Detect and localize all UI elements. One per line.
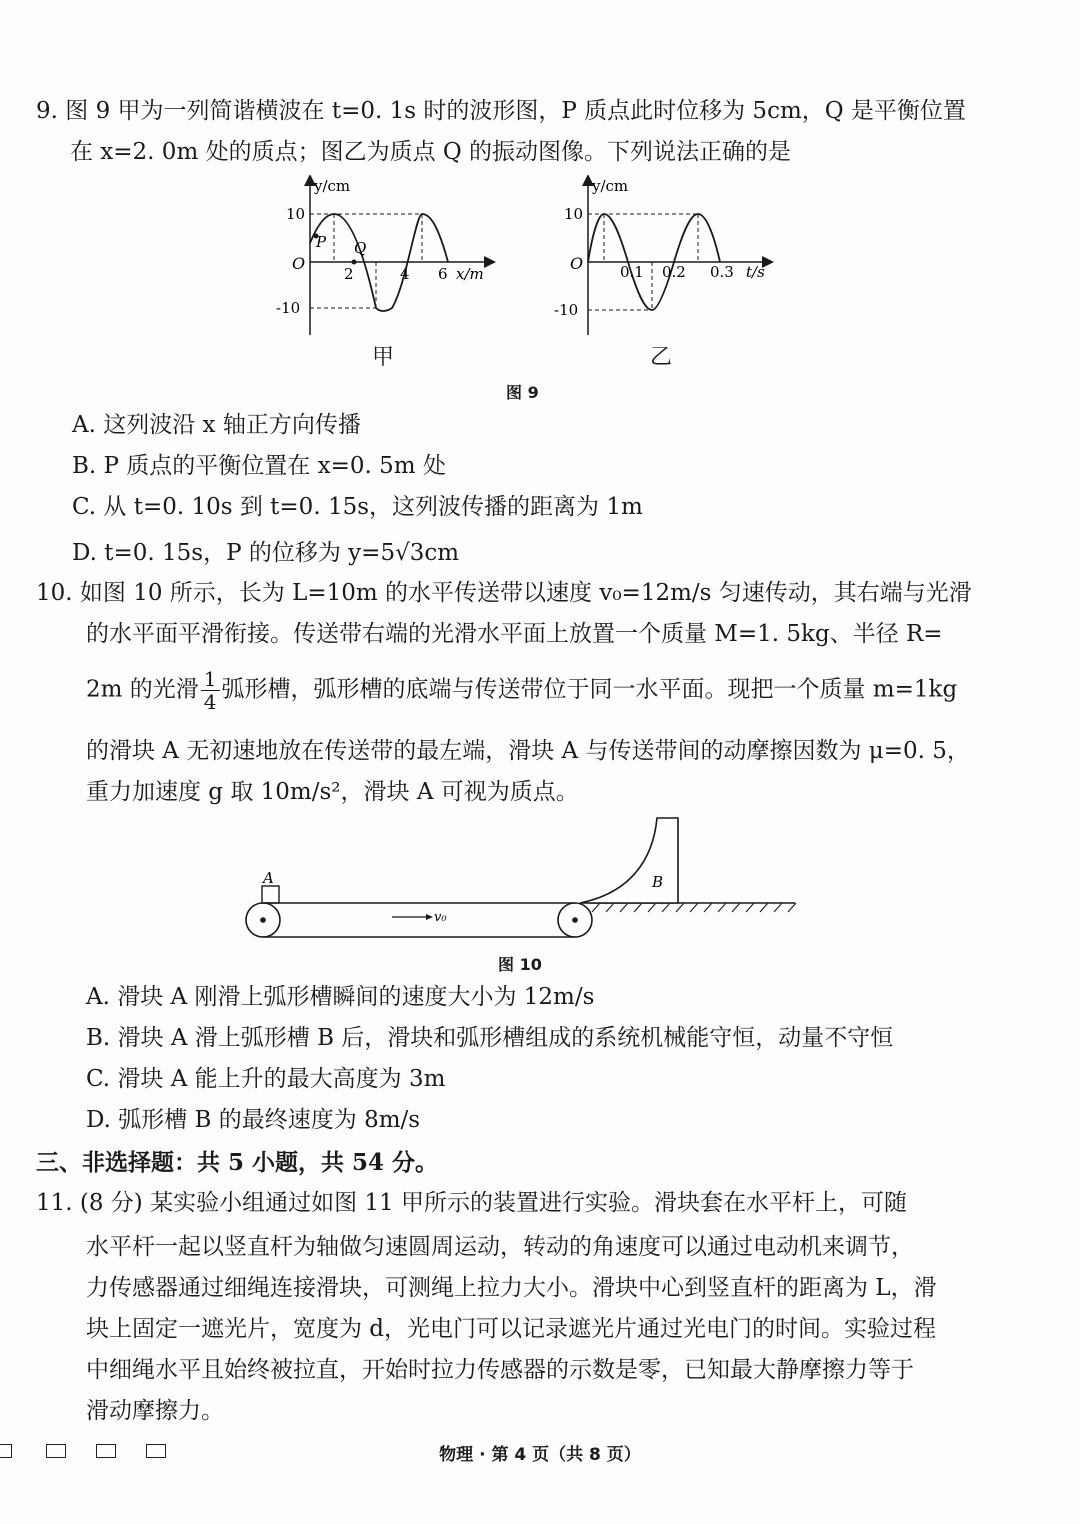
figure-9-caption: 图 9 [506, 383, 539, 402]
q11-line4: 块上固定一遮光片，宽度为 d，光电门可以记录遮光片通过光电门的时间。实验过程 [86, 1316, 937, 1342]
q10-stem-line1: 10. 如图 10 所示，长为 L=10m 的水平传送带以速度 v₀=12m/s 匀速传动，其右端与光滑 [36, 580, 972, 606]
q9-option-b: B. P 质点的平衡位置在 x=0. 5m 处 [72, 453, 446, 479]
q9-stem-line1: 9. 图 9 甲为一列简谐横波在 t=0. 1s 时的波形图，P 质点此时位移为 5cm，Q 是平衡位置 [36, 98, 966, 124]
conveyor-figure [240, 815, 810, 945]
q10-stem-line2: 的水平面平滑衔接。传送带右端的光滑水平面上放置一个质量 M=1. 5kg、半径 R= [86, 621, 943, 647]
figure-10-caption: 图 10 [498, 955, 542, 974]
block-a [262, 886, 279, 903]
wave-graph-a [270, 175, 500, 345]
section-3-heading: 三、非选择题：共 5 小题，共 54 分。 [36, 1149, 439, 1176]
q10-stem-line4: 的滑块 A 无初速地放在传送带的最左端，滑块 A 与传送带间的动摩擦因数为 μ=0. 5， [86, 738, 970, 764]
ylabel-b: y/cm [592, 177, 629, 195]
ytick-neg10-a: -10 [276, 299, 301, 317]
q9-stem-line2: 在 x=2. 0m 处的质点；图乙为质点 Q 的振动图像。下列说法正确的是 [70, 139, 792, 165]
q10-option-c: C. 滑块 A 能上升的最大高度为 3m [86, 1066, 446, 1092]
xlabel-a: x/m [456, 265, 484, 283]
q10-stem-line5: 重力加速度 g 取 10m/s²，滑块 A 可视为质点。 [86, 779, 579, 805]
graph-a-sublabel: 甲 [372, 345, 395, 370]
label-a: A [263, 869, 274, 887]
ytick-10-a: 10 [286, 205, 306, 223]
xlabel-b: t/s [746, 263, 765, 281]
label-v0: v₀ [434, 910, 447, 925]
q10-line3-post: 弧形槽，弧形槽的底端与传送带位于同一水平面。现把一个质量 m=1kg [221, 676, 958, 703]
q11-line6: 滑动摩擦力。 [86, 1398, 224, 1424]
xtick-2-a: 2 [344, 265, 354, 283]
q11-line2: 水平杆一起以竖直杆为轴做匀速圆周运动，转动的角速度可以通过电动机来调节， [86, 1234, 914, 1260]
xtick-4-a: 4 [400, 265, 410, 283]
q10-option-b: B. 滑块 A 滑上弧形槽 B 后，滑块和弧形槽组成的系统机械能守恒，动量不守恒 [86, 1025, 894, 1051]
label-q: Q [354, 239, 367, 257]
frac-num: 1 [201, 668, 220, 691]
ytick-neg10-b: -10 [554, 301, 579, 319]
vibration-graph-b [548, 175, 778, 345]
q9-option-a: A. 这列波沿 x 轴正方向传播 [72, 412, 361, 438]
origin-a: O [292, 254, 306, 273]
q11-line1: 11. (8 分) 某实验小组通过如图 11 甲所示的装置进行实验。滑块套在水平杆上，可随 [36, 1190, 907, 1216]
q11-line3: 力传感器通过细绳连接滑块，可测绳上拉力大小。滑块中心到竖直杆的距离为 L，滑 [86, 1275, 937, 1301]
label-b: B [652, 873, 664, 891]
page-footer: 物理 · 第 4 页（共 8 页） [439, 1445, 641, 1465]
xtick-03-b: 0.3 [710, 263, 734, 281]
q10-option-d: D. 弧形槽 B 的最终速度为 8m/s [86, 1107, 421, 1133]
graph-b-sublabel: 乙 [650, 345, 673, 370]
quarter-fraction [201, 668, 220, 713]
q10-option-a: A. 滑块 A 刚滑上弧形槽瞬间的速度大小为 12m/s [86, 984, 595, 1010]
q10-line3-pre: 2m 的光滑 [86, 676, 199, 703]
ytick-10-b: 10 [564, 205, 584, 223]
xtick-6-a: 6 [438, 265, 448, 283]
q9-option-d: D. t=0. 15s，P 的位移为 y=5√3cm [72, 540, 460, 566]
q11-line5: 中细绳水平且始终被拉直，开始时拉力传感器的示数是零，已知最大静摩擦力等于 [86, 1357, 914, 1383]
frac-den: 4 [203, 690, 217, 714]
ylabel-a: y/cm [314, 177, 351, 195]
label-p: P [316, 233, 327, 251]
xtick-02-b: 0.2 [662, 263, 686, 281]
xtick-01-b: 0.1 [620, 263, 644, 281]
point-q [352, 260, 357, 265]
q9-option-c: C. 从 t=0. 10s 到 t=0. 15s，这列波传播的距离为 1m [72, 494, 643, 520]
q10-stem-line3 [86, 668, 957, 713]
arc-groove-b [580, 818, 678, 903]
origin-b: O [570, 254, 584, 273]
